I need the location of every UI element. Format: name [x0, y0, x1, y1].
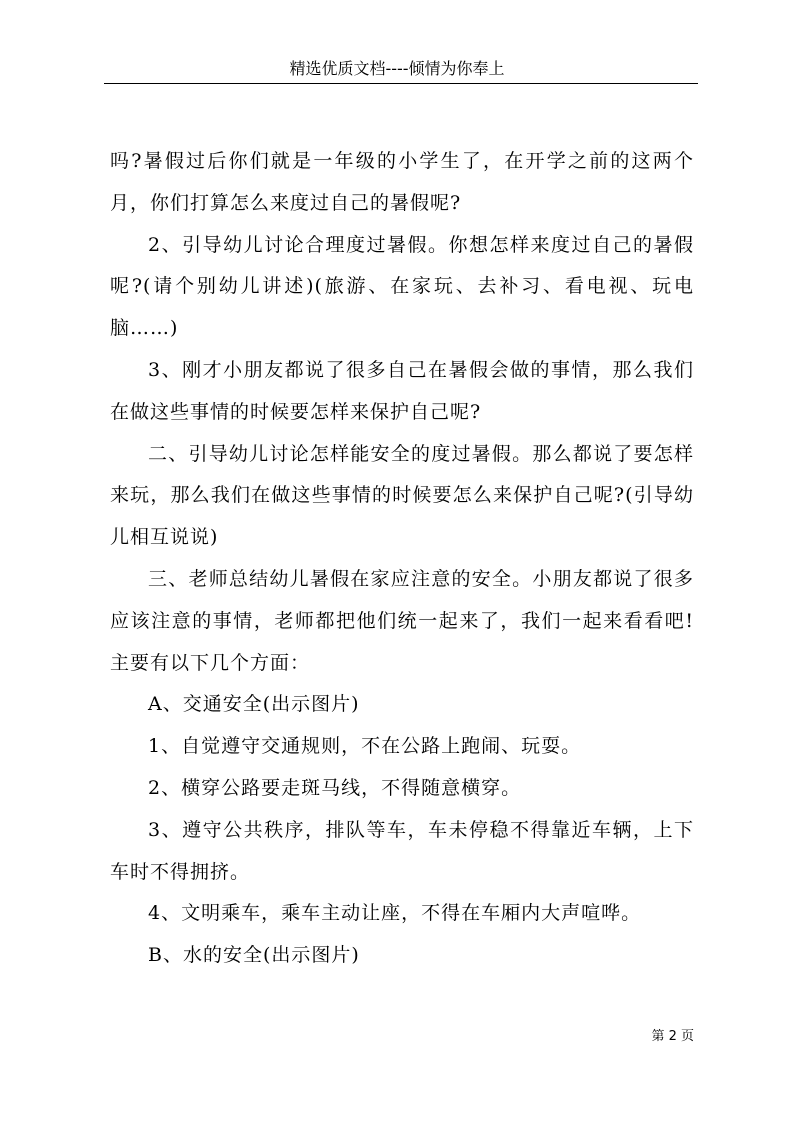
paragraph: A、交通安全(出示图片)	[148, 693, 360, 716]
paragraph: 二、引导幼儿讨论怎样能安全的度过暑假。那么都说了要怎样来玩，那么我们在做这些事情的时候要怎么来保护自己呢?(引导幼儿相互说说)	[110, 442, 694, 549]
paragraph: 3、刚才小朋友都说了很多自己在暑假会做的事情，那么我们在做这些事情的时候要怎样来保护自己呢?	[110, 358, 694, 423]
paragraph: 2、横穿公路要走斑马线，不得随意横穿。	[148, 776, 522, 799]
paragraph: B、水的安全(出示图片)	[148, 944, 360, 967]
paragraph: 1、自觉遵守交通规则，不在公路上跑闹、玩耍。	[148, 735, 582, 758]
paragraph: 吗?暑假过后你们就是一年级的小学生了，在开学之前的这两个月，你们打算怎么来度过自己的暑假呢?	[110, 150, 694, 214]
paragraph: 3、遵守公共秩序，排队等车，车未停稳不得靠近车辆，上下车时不得拥挤。	[110, 818, 694, 883]
page-number: 第 2 页	[651, 1029, 694, 1044]
paragraph: 4、文明乘车，乘车主动让座，不得在车厢内大声喧哗。	[148, 902, 642, 925]
paragraph: 2、引导幼儿讨论合理度过暑假。你想怎样来度过自己的暑假呢?(请个别幼儿讲述)(旅游、在家玩、去补习、看电视、玩电脑……)	[110, 233, 694, 340]
paragraph: 三、老师总结幼儿暑假在家应注意的安全。小朋友都说了很多应该注意的事情，老师都把他们统一起来了，我们一起来看看吧!主要有以下几个方面：	[110, 567, 694, 674]
page-header-title: 精选优质文档----倾情为你奉上	[289, 59, 505, 78]
header-divider	[104, 83, 698, 84]
document-body	[110, 141, 694, 977]
